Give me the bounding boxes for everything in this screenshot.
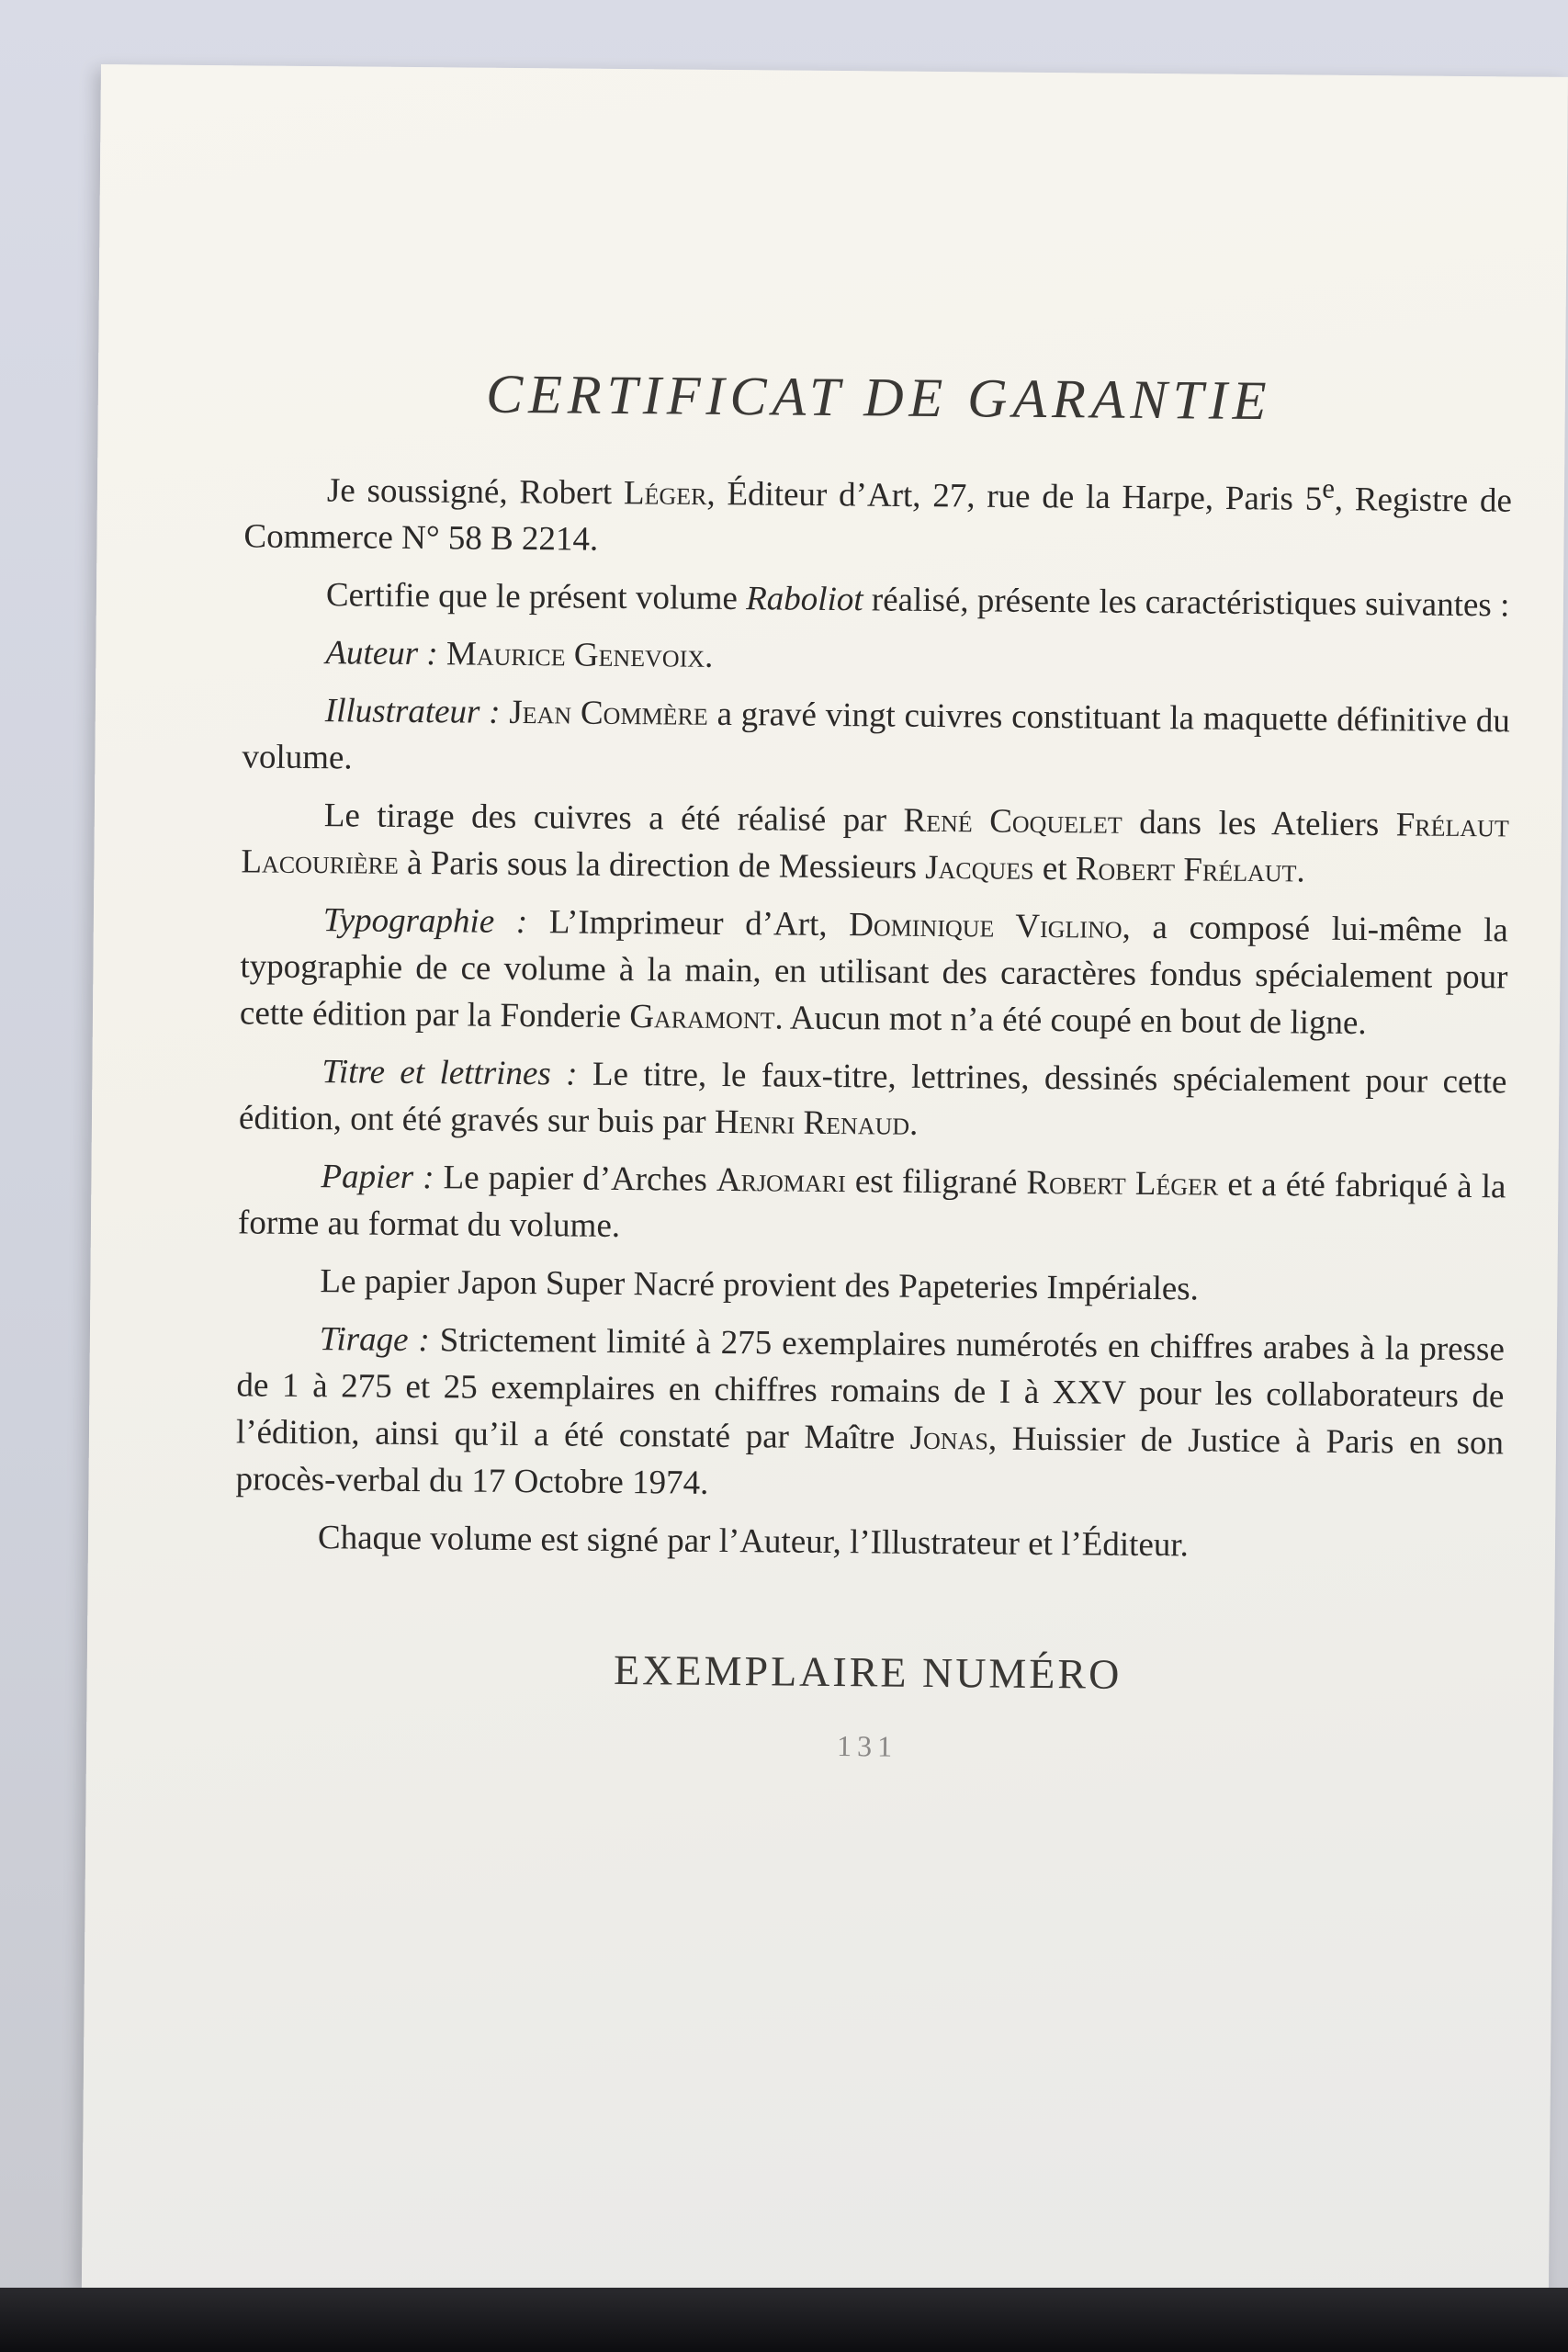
text: L’Imprimeur d’Art, — [527, 903, 850, 944]
publisher-paragraph — [243, 456, 1512, 571]
director-name: Robert Frélaut — [1075, 850, 1297, 890]
text: et a été fabriqué à la forme au format du volume. — [237, 1165, 1506, 1246]
typography-paragraph — [240, 897, 1508, 1048]
text: , Huissier de Justice à Paris en son procès-verbal du 17 Octobre 1974. — [235, 1419, 1505, 1503]
print-run-paragraph — [235, 1316, 1505, 1514]
text: . — [908, 1105, 919, 1144]
text: a gravé vingt cuivres constituant la maquette définitive du volume. — [242, 695, 1511, 777]
watermark-name: Robert Léger — [1026, 1164, 1219, 1204]
text: Le papier d’Arches — [434, 1159, 717, 1200]
print-run-label: Tirage : — [319, 1320, 430, 1360]
superscript: e — [1322, 472, 1336, 504]
printing-paragraph — [241, 792, 1509, 897]
certificate-body — [233, 363, 1513, 1775]
text: , a composé lui-même la typographie de ce volume à la main, en utilisant des caractères fondus spécialement pour cette édition par la Fonderie — [239, 909, 1508, 1036]
engraver-name: Henri Renaud — [714, 1103, 910, 1144]
text: est filigrané — [845, 1162, 1027, 1203]
text: , Registre de Commerce N° 58 B 2214. — [243, 481, 1513, 560]
atelier-name: Frélaut Lacourière — [241, 806, 1509, 883]
bailiff-name: Jonas — [909, 1419, 989, 1458]
copy-number: 131 — [836, 1729, 898, 1763]
text: et — [1033, 850, 1076, 888]
director-name: Jacques — [925, 849, 1034, 888]
book-title: Raboliot — [745, 580, 863, 619]
illustrator-label: Illustrateur : — [324, 692, 501, 732]
text: . Aucun mot n’a été coupé en bout de ligne. — [774, 999, 1367, 1043]
text: Certifie que le présent volume — [325, 576, 747, 618]
text: . — [704, 638, 714, 676]
text: Strictement limité à 275 exemplaires numérotés en chiffres arabes à la presse de 1 à 275 et 25 exemplaires en chiffres romains de I à XXV pour les collaborateurs de l’édition, ainsi qu’il a été constaté par Maître — [235, 1321, 1506, 1458]
illustrator-name: Jean Commère — [509, 694, 708, 734]
typography-label: Typographie : — [322, 901, 528, 942]
author-name: Maurice Genevoix — [446, 635, 705, 676]
author-paragraph — [243, 629, 1510, 687]
japon-paper-paragraph: Le papier Japon Super Nacré provient des Papeteries Impériales. — [320, 1262, 1200, 1308]
text: réalisé, présente les caractéristiques suivantes : — [863, 581, 1510, 625]
text: Je soussigné, Robert — [326, 471, 625, 513]
text: Le tirage des cuivres a été réalisé par — [323, 797, 904, 840]
text: à Paris sous la direction de Messieurs — [398, 844, 926, 888]
paper-paragraph — [238, 1153, 1506, 1258]
copy-number-heading: EXEMPLAIRE NUMÉRO — [613, 1646, 1122, 1699]
text: Le titre, le faux-titre, lettrines, dessinés spécialement pour cette édition, ont été gravés sur buis par — [238, 1055, 1507, 1142]
publisher-name: Léger — [623, 474, 707, 514]
signature-paragraph: Chaque volume est signé par l’Auteur, l’Illustrateur et l’Éditeur. — [317, 1519, 1190, 1565]
paper-brand: Arjomari — [716, 1161, 846, 1201]
lettering-label: Titre et lettrines : — [321, 1053, 578, 1093]
author-label: Auteur : — [325, 634, 438, 673]
printer-name: René Coquelet — [903, 801, 1122, 842]
certifies-paragraph — [243, 571, 1511, 629]
foundry-name: Garamont — [629, 998, 775, 1037]
certificate-title: CERTIFICAT DE GARANTIE — [485, 363, 1272, 432]
certificate-sheet — [82, 64, 1568, 2301]
text: . — [1296, 852, 1305, 890]
paper-label: Papier : — [321, 1158, 434, 1197]
illustrator-paragraph — [242, 687, 1510, 792]
text: dans les Ateliers — [1122, 804, 1396, 844]
typographer-name: Dominique Viglino — [849, 906, 1122, 947]
title-lettering-paragraph — [239, 1048, 1507, 1153]
text: , Éditeur d’Art, 27, rue de la Harpe, Paris 5 — [706, 475, 1323, 518]
bottom-shadow — [0, 2288, 1568, 2352]
